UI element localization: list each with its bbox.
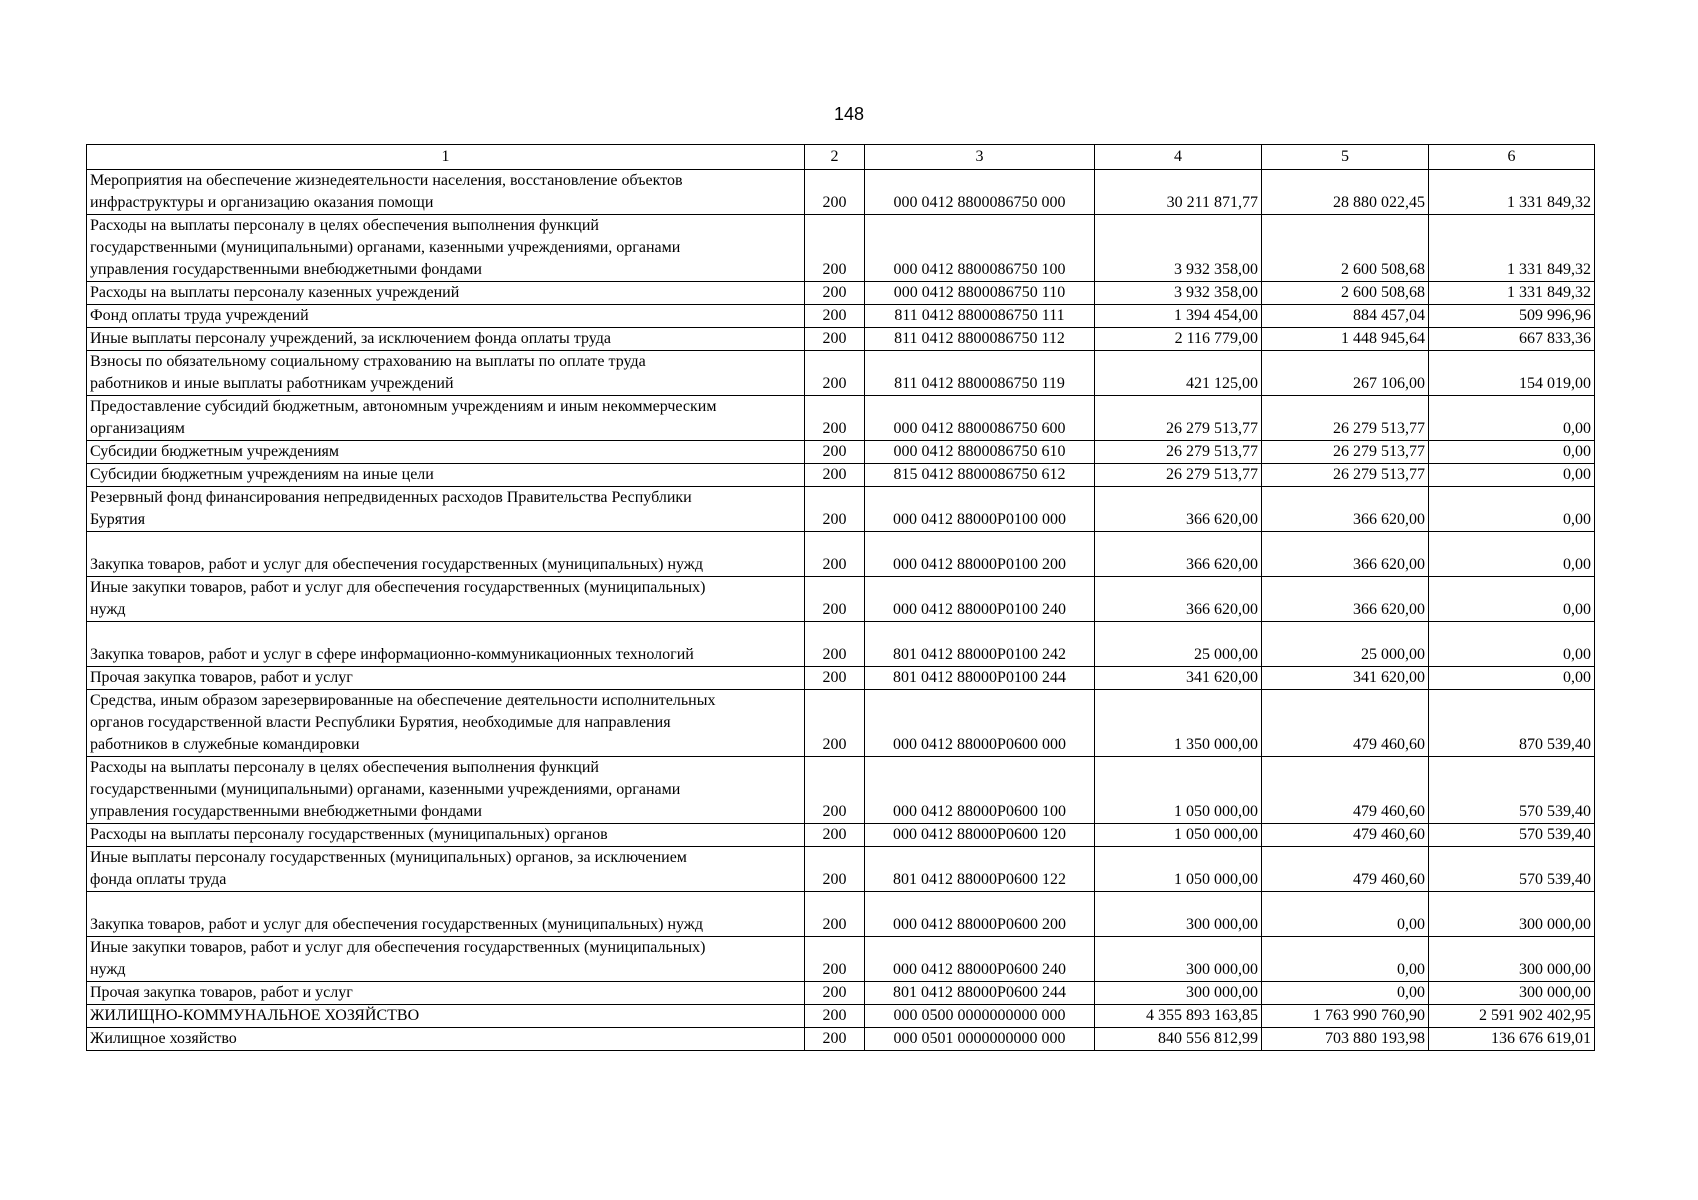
table-row (87, 757, 1595, 824)
row-name-line: Жилищное хозяйство (90, 1030, 237, 1047)
row-col2-cell: 200 (805, 892, 865, 937)
row-col5-cell: 479 460,60 (1262, 690, 1429, 757)
row-col6-cell: 154 019,00 (1429, 351, 1595, 396)
row-col5-cell: 26 279 513,77 (1262, 441, 1429, 464)
row-name-line: органов государственной власти Республики Бурятия, необходимые для направления (90, 714, 671, 731)
table-row (87, 305, 1595, 328)
row-name-line: Фонд оплаты труда учреждений (90, 307, 309, 324)
table-row (87, 982, 1595, 1005)
row-col4-cell: 1 050 000,00 (1095, 824, 1262, 847)
row-col3-cell: 801 0412 88000Р0600 122 (865, 847, 1095, 892)
row-col5-cell: 479 460,60 (1262, 824, 1429, 847)
row-name-cell (87, 215, 805, 282)
row-col4-cell: 300 000,00 (1095, 937, 1262, 982)
row-name-line (90, 892, 805, 914)
table-row (87, 622, 1595, 667)
row-name-line (90, 532, 805, 554)
row-col2-cell: 200 (805, 328, 865, 351)
row-col6-cell: 300 000,00 (1429, 892, 1595, 937)
table-row (87, 464, 1595, 487)
row-col2-cell: 200 (805, 847, 865, 892)
row-col2-cell: 200 (805, 937, 865, 982)
row-col4-cell: 421 125,00 (1095, 351, 1262, 396)
row-name-line: нужд (90, 601, 126, 618)
row-col6-cell: 0,00 (1429, 667, 1595, 690)
row-name-line: Расходы на выплаты персоналу в целях обеспечения выполнения функций (90, 217, 599, 234)
row-col4-cell: 366 620,00 (1095, 577, 1262, 622)
row-col4-cell: 25 000,00 (1095, 622, 1262, 667)
row-name-cell (87, 824, 805, 847)
row-col4-cell: 26 279 513,77 (1095, 441, 1262, 464)
header-col-1: 1 (87, 145, 805, 170)
row-name-line: государственными (муниципальными) органами, казенными учреждениями, органами (90, 239, 681, 256)
header-row (87, 145, 1595, 170)
table-row (87, 892, 1595, 937)
row-col2-cell: 200 (805, 622, 865, 667)
row-name-line: работников в служебные командировки (90, 736, 360, 753)
row-col6-cell: 2 591 902 402,95 (1429, 1005, 1595, 1028)
row-name-line: Закупка товаров, работ и услуг для обеспечения государственных (муниципальных) нужд (90, 556, 703, 573)
row-col3-cell: 000 0412 88000Р0100 240 (865, 577, 1095, 622)
row-name-line: Расходы на выплаты персоналу казенных учреждений (90, 284, 460, 301)
row-col5-cell: 0,00 (1262, 892, 1429, 937)
row-name-cell (87, 532, 805, 577)
row-name-line: Закупка товаров, работ и услуг для обеспечения государственных (муниципальных) нужд (90, 916, 703, 933)
row-col3-cell: 000 0412 8800086750 100 (865, 215, 1095, 282)
table-row (87, 328, 1595, 351)
row-col6-cell: 300 000,00 (1429, 937, 1595, 982)
row-col3-cell: 811 0412 8800086750 112 (865, 328, 1095, 351)
row-col3-cell: 000 0412 88000Р0600 200 (865, 892, 1095, 937)
row-col3-cell: 811 0412 8800086750 119 (865, 351, 1095, 396)
row-name-line: Иные выплаты персоналу учреждений, за исключением фонда оплаты труда (90, 330, 611, 347)
row-name-cell (87, 690, 805, 757)
row-col4-cell: 3 932 358,00 (1095, 282, 1262, 305)
row-name-line: Субсидии бюджетным учреждениям (90, 443, 339, 460)
row-col2-cell: 200 (805, 351, 865, 396)
row-name-cell (87, 464, 805, 487)
row-col5-cell: 366 620,00 (1262, 487, 1429, 532)
row-col2-cell: 200 (805, 824, 865, 847)
row-col5-cell: 341 620,00 (1262, 667, 1429, 690)
table-body (87, 170, 1595, 1051)
table-row (87, 170, 1595, 215)
row-col3-cell: 000 0500 0000000000 000 (865, 1005, 1095, 1028)
row-name-line: Мероприятия на обеспечение жизнедеятельности населения, восстановление объектов (90, 172, 683, 189)
row-col2-cell: 200 (805, 464, 865, 487)
row-col4-cell: 300 000,00 (1095, 982, 1262, 1005)
row-col6-cell: 570 539,40 (1429, 847, 1595, 892)
row-name-line: Иные закупки товаров, работ и услуг для обеспечения государственных (муниципальных) (90, 939, 706, 956)
row-name-cell (87, 577, 805, 622)
row-name-cell (87, 351, 805, 396)
row-col6-cell: 300 000,00 (1429, 982, 1595, 1005)
header-col-4: 4 (1095, 145, 1262, 170)
row-col4-cell: 300 000,00 (1095, 892, 1262, 937)
row-col5-cell: 25 000,00 (1262, 622, 1429, 667)
row-col4-cell: 3 932 358,00 (1095, 215, 1262, 282)
table-row (87, 1005, 1595, 1028)
budget-table (86, 144, 1595, 1051)
row-name-line (90, 622, 805, 644)
row-col5-cell: 703 880 193,98 (1262, 1028, 1429, 1051)
row-col5-cell: 26 279 513,77 (1262, 396, 1429, 441)
row-col5-cell: 884 457,04 (1262, 305, 1429, 328)
row-col2-cell: 200 (805, 690, 865, 757)
row-col3-cell: 000 0412 88000Р0100 000 (865, 487, 1095, 532)
row-col3-cell: 000 0412 8800086750 000 (865, 170, 1095, 215)
row-name-cell (87, 937, 805, 982)
row-name-line: Иные выплаты персоналу государственных (муниципальных) органов, за исключением (90, 849, 687, 866)
row-col4-cell: 26 279 513,77 (1095, 396, 1262, 441)
table-row (87, 532, 1595, 577)
row-col6-cell: 0,00 (1429, 464, 1595, 487)
row-name-cell (87, 328, 805, 351)
table-row (87, 1028, 1595, 1051)
row-col2-cell: 200 (805, 305, 865, 328)
row-col3-cell: 000 0412 88000Р0600 240 (865, 937, 1095, 982)
row-name-cell (87, 441, 805, 464)
header-col-5: 5 (1262, 145, 1429, 170)
row-name-line: Расходы на выплаты персоналу государственных (муниципальных) органов (90, 826, 608, 843)
row-col2-cell: 200 (805, 170, 865, 215)
row-col2-cell: 200 (805, 396, 865, 441)
table-row (87, 577, 1595, 622)
row-name-line: нужд (90, 961, 126, 978)
row-name-line: управления государственными внебюджетными фондами (90, 261, 482, 278)
row-col2-cell: 200 (805, 1005, 865, 1028)
row-col4-cell: 30 211 871,77 (1095, 170, 1262, 215)
table-row (87, 282, 1595, 305)
row-col3-cell: 811 0412 8800086750 111 (865, 305, 1095, 328)
row-name-line: Расходы на выплаты персоналу в целях обеспечения выполнения функций (90, 759, 599, 776)
row-col6-cell: 0,00 (1429, 577, 1595, 622)
page-number: 148 (833, 104, 865, 124)
row-name-cell (87, 282, 805, 305)
row-name-cell (87, 757, 805, 824)
row-col4-cell: 1 050 000,00 (1095, 847, 1262, 892)
table-row (87, 937, 1595, 982)
row-col6-cell: 667 833,36 (1429, 328, 1595, 351)
row-col5-cell: 267 106,00 (1262, 351, 1429, 396)
row-name-line: Резервный фонд финансирования непредвиденных расходов Правительства Республики (90, 489, 692, 506)
row-name-line: Закупка товаров, работ и услуг в сфере информационно-коммуникационных технологий (90, 646, 694, 663)
row-name-cell (87, 1005, 805, 1028)
row-name-line: организациям (90, 420, 185, 437)
row-name-cell (87, 622, 805, 667)
row-col4-cell: 1 050 000,00 (1095, 757, 1262, 824)
row-name-line: Прочая закупка товаров, работ и услуг (90, 984, 353, 1001)
header-col-6: 6 (1429, 145, 1595, 170)
row-col3-cell: 000 0412 88000Р0600 100 (865, 757, 1095, 824)
row-col5-cell: 26 279 513,77 (1262, 464, 1429, 487)
row-col3-cell: 000 0412 8800086750 600 (865, 396, 1095, 441)
row-col3-cell: 801 0412 88000Р0100 242 (865, 622, 1095, 667)
row-name-cell (87, 847, 805, 892)
row-col5-cell: 0,00 (1262, 982, 1429, 1005)
row-col5-cell: 1 448 945,64 (1262, 328, 1429, 351)
row-name-line: ЖИЛИЩНО-КОММУНАЛЬНОЕ ХОЗЯЙСТВО (90, 1007, 420, 1024)
row-col6-cell: 1 331 849,32 (1429, 170, 1595, 215)
row-col3-cell: 815 0412 8800086750 612 (865, 464, 1095, 487)
row-col6-cell: 0,00 (1429, 441, 1595, 464)
table-row (87, 847, 1595, 892)
row-col6-cell: 570 539,40 (1429, 824, 1595, 847)
row-col6-cell: 1 331 849,32 (1429, 282, 1595, 305)
row-col5-cell: 0,00 (1262, 937, 1429, 982)
row-col6-cell: 0,00 (1429, 532, 1595, 577)
row-name-line: Взносы по обязательному социальному страхованию на выплаты по оплате труда (90, 353, 646, 370)
table-row (87, 396, 1595, 441)
row-col5-cell: 1 763 990 760,90 (1262, 1005, 1429, 1028)
row-col4-cell: 26 279 513,77 (1095, 464, 1262, 487)
row-col6-cell: 0,00 (1429, 487, 1595, 532)
table-row (87, 690, 1595, 757)
header-col-3: 3 (865, 145, 1095, 170)
row-col5-cell: 479 460,60 (1262, 757, 1429, 824)
row-col2-cell: 200 (805, 667, 865, 690)
row-name-cell (87, 982, 805, 1005)
row-name-line: государственными (муниципальными) органами, казенными учреждениями, органами (90, 781, 681, 798)
row-name-cell (87, 667, 805, 690)
row-col6-cell: 136 676 619,01 (1429, 1028, 1595, 1051)
row-col2-cell: 200 (805, 577, 865, 622)
row-col4-cell: 840 556 812,99 (1095, 1028, 1262, 1051)
row-col4-cell: 2 116 779,00 (1095, 328, 1262, 351)
header-col-2: 2 (805, 145, 865, 170)
row-col4-cell: 4 355 893 163,85 (1095, 1005, 1262, 1028)
row-col6-cell: 0,00 (1429, 396, 1595, 441)
row-col5-cell: 2 600 508,68 (1262, 215, 1429, 282)
row-name-line: Субсидии бюджетным учреждениям на иные цели (90, 466, 434, 483)
row-col4-cell: 1 394 454,00 (1095, 305, 1262, 328)
row-col5-cell: 28 880 022,45 (1262, 170, 1429, 215)
row-col6-cell: 0,00 (1429, 622, 1595, 667)
table-row (87, 824, 1595, 847)
row-col3-cell: 000 0412 8800086750 110 (865, 282, 1095, 305)
row-col2-cell: 200 (805, 757, 865, 824)
row-col2-cell: 200 (805, 441, 865, 464)
row-col3-cell: 000 0501 0000000000 000 (865, 1028, 1095, 1051)
row-name-line: управления государственными внебюджетными фондами (90, 803, 482, 820)
table-row (87, 215, 1595, 282)
row-name-line: инфраструктуры и организацию оказания помощи (90, 194, 434, 211)
row-col5-cell: 366 620,00 (1262, 577, 1429, 622)
row-col4-cell: 341 620,00 (1095, 667, 1262, 690)
row-name-cell (87, 396, 805, 441)
row-col5-cell: 479 460,60 (1262, 847, 1429, 892)
row-name-line: фонда оплаты труда (90, 871, 227, 888)
row-name-cell (87, 1028, 805, 1051)
row-col2-cell: 200 (805, 1028, 865, 1051)
row-col2-cell: 200 (805, 982, 865, 1005)
row-col6-cell: 1 331 849,32 (1429, 215, 1595, 282)
row-name-line: Прочая закупка товаров, работ и услуг (90, 669, 353, 686)
row-col4-cell: 366 620,00 (1095, 487, 1262, 532)
row-col5-cell: 2 600 508,68 (1262, 282, 1429, 305)
table-row (87, 441, 1595, 464)
row-col5-cell: 366 620,00 (1262, 532, 1429, 577)
row-name-line: Предоставление субсидий бюджетным, автономным учреждениям и иным некоммерческим (90, 398, 717, 415)
table-row (87, 667, 1595, 690)
row-col4-cell: 366 620,00 (1095, 532, 1262, 577)
row-col2-cell: 200 (805, 282, 865, 305)
row-name-line: работников и иные выплаты работникам учреждений (90, 375, 454, 392)
row-col2-cell: 200 (805, 487, 865, 532)
row-col6-cell: 870 539,40 (1429, 690, 1595, 757)
row-col2-cell: 200 (805, 532, 865, 577)
row-name-cell (87, 305, 805, 328)
row-col3-cell: 801 0412 88000Р0600 244 (865, 982, 1095, 1005)
row-name-cell (87, 170, 805, 215)
table-row (87, 351, 1595, 396)
row-name-line: Средства, иным образом зарезервированные на обеспечение деятельности исполнительных (90, 692, 716, 709)
row-col3-cell: 801 0412 88000Р0100 244 (865, 667, 1095, 690)
row-name-line: Иные закупки товаров, работ и услуг для обеспечения государственных (муниципальных) (90, 579, 706, 596)
table-header (87, 145, 1595, 170)
row-col2-cell: 200 (805, 215, 865, 282)
row-col6-cell: 509 996,96 (1429, 305, 1595, 328)
row-name-line: Бурятия (90, 511, 146, 528)
row-col3-cell: 000 0412 88000Р0600 120 (865, 824, 1095, 847)
row-col3-cell: 000 0412 88000Р0100 200 (865, 532, 1095, 577)
row-col6-cell: 570 539,40 (1429, 757, 1595, 824)
row-name-cell (87, 487, 805, 532)
row-col3-cell: 000 0412 88000Р0600 000 (865, 690, 1095, 757)
row-col3-cell: 000 0412 8800086750 610 (865, 441, 1095, 464)
table-row (87, 487, 1595, 532)
row-name-cell (87, 892, 805, 937)
row-col4-cell: 1 350 000,00 (1095, 690, 1262, 757)
